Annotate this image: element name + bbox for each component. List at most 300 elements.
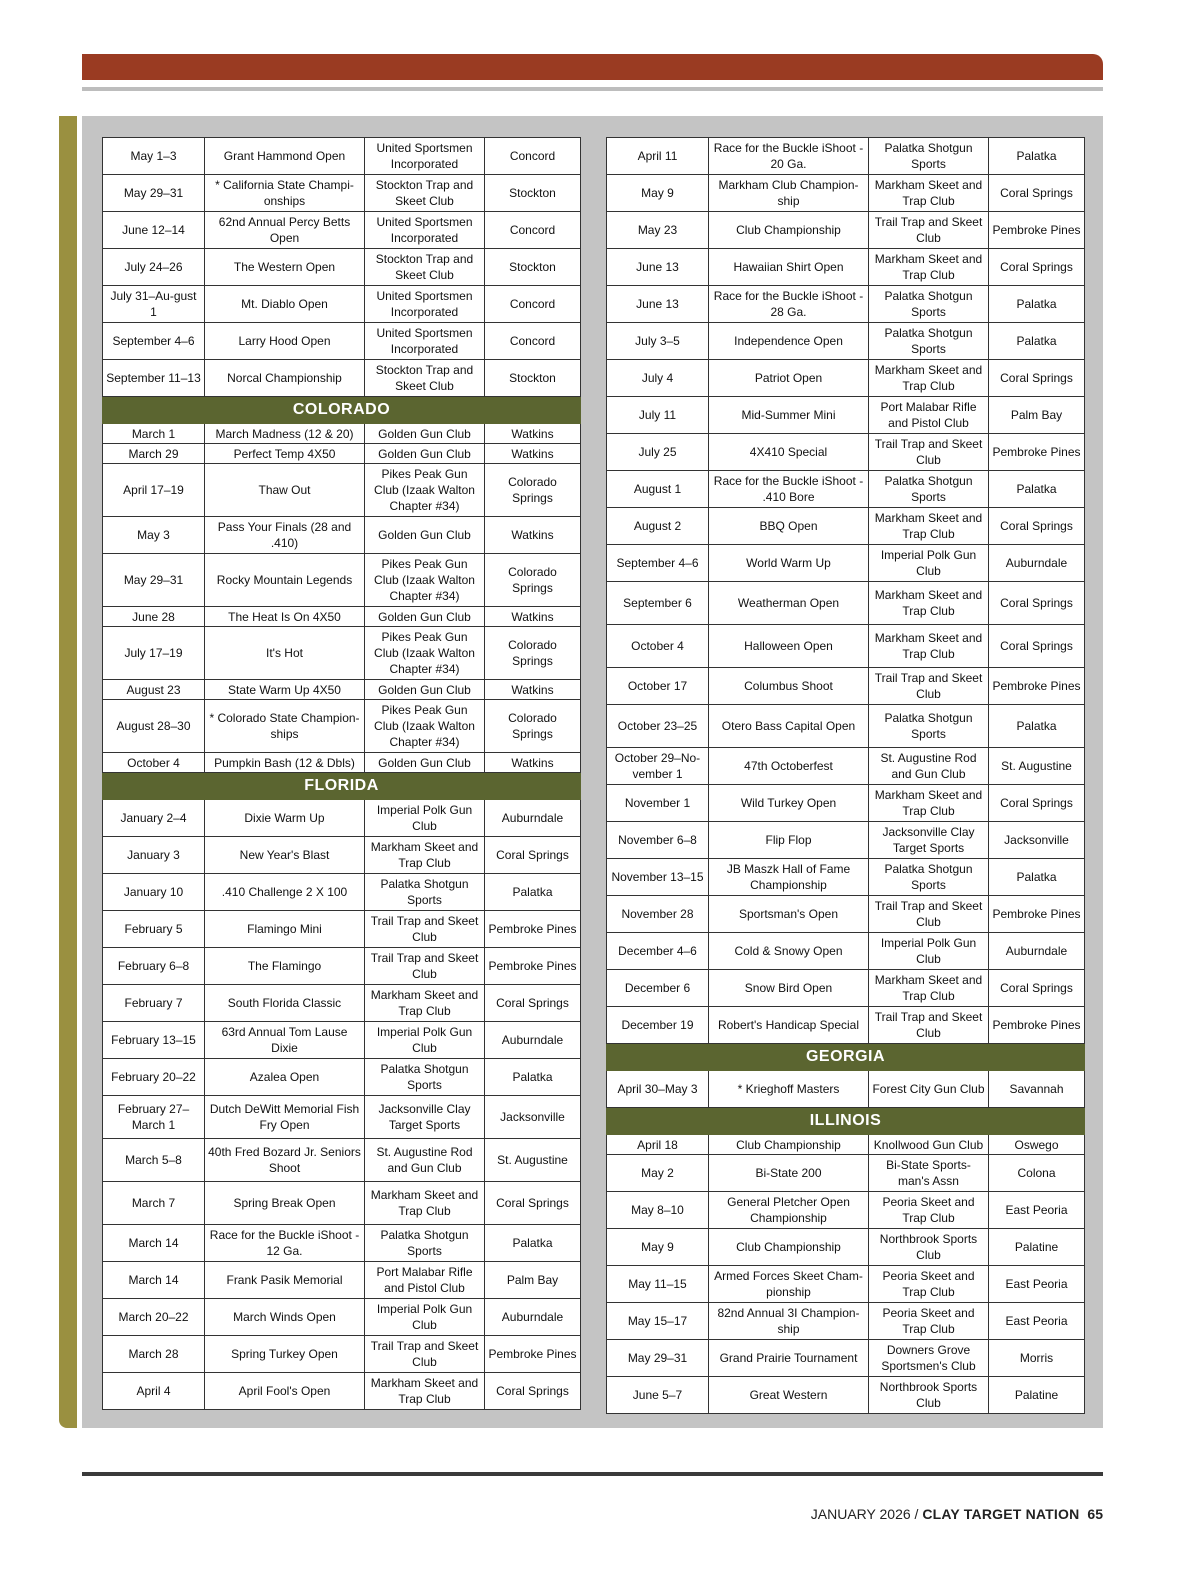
event-city: Palatka bbox=[989, 705, 1085, 748]
event-city: Pembroke Pines bbox=[989, 1007, 1085, 1044]
table-row bbox=[607, 249, 1085, 286]
event-city: Watkins bbox=[485, 753, 581, 773]
schedule-panel bbox=[82, 116, 1103, 1428]
event-club: Golden Gun Club bbox=[365, 607, 485, 627]
event-name: Columbus Shoot bbox=[709, 668, 869, 705]
table-row bbox=[607, 1229, 1085, 1266]
event-city: East Peoria bbox=[989, 1303, 1085, 1340]
table-row bbox=[103, 948, 581, 985]
event-club: Port Malabar Rifle and Pistol Club bbox=[365, 1262, 485, 1299]
event-club: Markham Skeet and Trap Club bbox=[869, 582, 989, 625]
event-name: Mt. Diablo Open bbox=[205, 286, 365, 323]
event-date: May 9 bbox=[607, 1229, 709, 1266]
event-date: July 11 bbox=[607, 397, 709, 434]
state-heading: ILLINOIS bbox=[607, 1108, 1085, 1135]
event-city: Palatka bbox=[485, 1225, 581, 1262]
event-date: March 5–8 bbox=[103, 1139, 205, 1182]
event-city: Palm Bay bbox=[485, 1262, 581, 1299]
event-club: Trail Trap and Skeet Club bbox=[365, 948, 485, 985]
event-name: Mid-Summer Mini bbox=[709, 397, 869, 434]
event-city: Palatka bbox=[485, 1059, 581, 1096]
event-date: April 4 bbox=[103, 1373, 205, 1410]
event-date: May 29–31 bbox=[103, 175, 205, 212]
footer-issue-date: JANUARY 2026 bbox=[810, 1506, 911, 1522]
event-city: Coral Springs bbox=[485, 985, 581, 1022]
event-city: Watkins bbox=[485, 444, 581, 464]
event-name: General Pletcher Open Championship bbox=[709, 1192, 869, 1229]
event-club: St. Augustine Rod and Gun Club bbox=[365, 1139, 485, 1182]
event-club: Trail Trap and Skeet Club bbox=[365, 911, 485, 948]
event-name: Race for the Buckle iShoot - 12 Ga. bbox=[205, 1225, 365, 1262]
event-date: March 20–22 bbox=[103, 1299, 205, 1336]
event-name: Rocky Mountain Legends bbox=[205, 554, 365, 607]
event-club: Palatka Shotgun Sports bbox=[365, 1059, 485, 1096]
event-city: Colorado Springs bbox=[485, 554, 581, 607]
event-name: World Warm Up bbox=[709, 545, 869, 582]
event-club: Pikes Peak Gun Club (Izaak Walton Chapter #34) bbox=[365, 554, 485, 607]
event-club: Peoria Skeet and Trap Club bbox=[869, 1266, 989, 1303]
event-date: July 4 bbox=[607, 360, 709, 397]
event-city: Auburndale bbox=[485, 1022, 581, 1059]
event-date: August 23 bbox=[103, 680, 205, 700]
table-row bbox=[103, 286, 581, 323]
event-date: June 13 bbox=[607, 249, 709, 286]
table-row bbox=[607, 668, 1085, 705]
event-city: Jacksonville bbox=[989, 822, 1085, 859]
table-row bbox=[607, 1192, 1085, 1229]
table-row bbox=[607, 1303, 1085, 1340]
event-name: Great Western bbox=[709, 1377, 869, 1414]
event-date: July 25 bbox=[607, 434, 709, 471]
table-row bbox=[103, 1262, 581, 1299]
event-club: Markham Skeet and Trap Club bbox=[869, 625, 989, 668]
event-city: Colona bbox=[989, 1155, 1085, 1192]
event-date: May 3 bbox=[103, 517, 205, 554]
event-date: February 5 bbox=[103, 911, 205, 948]
table-row bbox=[103, 1373, 581, 1410]
top-divider bbox=[82, 87, 1103, 91]
event-city: Pembroke Pines bbox=[485, 948, 581, 985]
event-name: Pass Your Finals (28 and .410) bbox=[205, 517, 365, 554]
table-row bbox=[103, 138, 581, 175]
event-date: March 29 bbox=[103, 444, 205, 464]
event-city: Watkins bbox=[485, 517, 581, 554]
event-city: Concord bbox=[485, 212, 581, 249]
event-club: Markham Skeet and Trap Club bbox=[869, 508, 989, 545]
table-row bbox=[607, 212, 1085, 249]
event-city: Auburndale bbox=[485, 1299, 581, 1336]
table-row bbox=[103, 1299, 581, 1336]
table-row bbox=[607, 175, 1085, 212]
event-city: Auburndale bbox=[485, 800, 581, 837]
event-date: July 3–5 bbox=[607, 323, 709, 360]
event-club: Imperial Polk Gun Club bbox=[365, 800, 485, 837]
table-row bbox=[103, 627, 581, 680]
event-date: July 31–Au-gust 1 bbox=[103, 286, 205, 323]
table-row bbox=[103, 911, 581, 948]
table-row bbox=[103, 607, 581, 627]
table-row bbox=[607, 545, 1085, 582]
event-city: Auburndale bbox=[989, 545, 1085, 582]
event-club: Knollwood Gun Club bbox=[869, 1135, 989, 1155]
event-name: Grant Hammond Open bbox=[205, 138, 365, 175]
event-date: December 6 bbox=[607, 970, 709, 1007]
event-club: Northbrook Sports Club bbox=[869, 1377, 989, 1414]
event-club: Imperial Polk Gun Club bbox=[365, 1299, 485, 1336]
state-header-row bbox=[103, 773, 581, 800]
event-name: Race for the Buckle iShoot - 20 Ga. bbox=[709, 138, 869, 175]
event-name: Otero Bass Capital Open bbox=[709, 705, 869, 748]
event-date: May 1–3 bbox=[103, 138, 205, 175]
event-name: Flamingo Mini bbox=[205, 911, 365, 948]
table-row bbox=[607, 970, 1085, 1007]
event-date: June 13 bbox=[607, 286, 709, 323]
event-name: Independence Open bbox=[709, 323, 869, 360]
event-city: Palm Bay bbox=[989, 397, 1085, 434]
event-name: Dutch DeWitt Memorial Fish Fry Open bbox=[205, 1096, 365, 1139]
event-club: Palatka Shotgun Sports bbox=[869, 859, 989, 896]
table-row bbox=[607, 822, 1085, 859]
event-name: The Heat Is On 4X50 bbox=[205, 607, 365, 627]
event-club: United Sportsmen Incorporated bbox=[365, 138, 485, 175]
event-date: July 24–26 bbox=[103, 249, 205, 286]
event-club: Palatka Shotgun Sports bbox=[869, 323, 989, 360]
event-city: Palatine bbox=[989, 1229, 1085, 1266]
event-club: United Sportsmen Incorporated bbox=[365, 323, 485, 360]
event-city: Palatka bbox=[989, 323, 1085, 360]
event-name: 82nd Annual 3I Champion-ship bbox=[709, 1303, 869, 1340]
table-row bbox=[103, 1022, 581, 1059]
event-name: Cold & Snowy Open bbox=[709, 933, 869, 970]
table-row bbox=[607, 360, 1085, 397]
event-club: Peoria Skeet and Trap Club bbox=[869, 1192, 989, 1229]
event-name: Club Championship bbox=[709, 1229, 869, 1266]
schedule-table-left bbox=[102, 137, 581, 1410]
event-name: Race for the Buckle iShoot - .410 Bore bbox=[709, 471, 869, 508]
event-date: February 6–8 bbox=[103, 948, 205, 985]
table-row bbox=[103, 753, 581, 773]
event-city: Stockton bbox=[485, 360, 581, 397]
event-club: Imperial Polk Gun Club bbox=[365, 1022, 485, 1059]
event-name: 63rd Annual Tom Lause Dixie bbox=[205, 1022, 365, 1059]
event-city: Coral Springs bbox=[989, 582, 1085, 625]
state-header-row bbox=[607, 1044, 1085, 1071]
table-row bbox=[103, 249, 581, 286]
event-name: Markham Club Champion-ship bbox=[709, 175, 869, 212]
event-name: March Winds Open bbox=[205, 1299, 365, 1336]
event-name: The Western Open bbox=[205, 249, 365, 286]
event-club: Palatka Shotgun Sports bbox=[869, 286, 989, 323]
event-date: October 4 bbox=[607, 625, 709, 668]
event-name: South Florida Classic bbox=[205, 985, 365, 1022]
table-row bbox=[607, 785, 1085, 822]
table-row bbox=[103, 837, 581, 874]
event-date: February 13–15 bbox=[103, 1022, 205, 1059]
table-row bbox=[103, 1096, 581, 1139]
event-name: * California State Champi-onships bbox=[205, 175, 365, 212]
event-date: January 2–4 bbox=[103, 800, 205, 837]
event-club: St. Augustine Rod and Gun Club bbox=[869, 748, 989, 785]
page-number: 65 bbox=[1087, 1506, 1103, 1522]
event-city: Auburndale bbox=[989, 933, 1085, 970]
table-row bbox=[103, 874, 581, 911]
event-club: Golden Gun Club bbox=[365, 753, 485, 773]
event-date: April 17–19 bbox=[103, 464, 205, 517]
event-date: March 7 bbox=[103, 1182, 205, 1225]
table-row bbox=[607, 1007, 1085, 1044]
table-row bbox=[103, 1139, 581, 1182]
event-date: February 27–March 1 bbox=[103, 1096, 205, 1139]
event-name: Larry Hood Open bbox=[205, 323, 365, 360]
event-name: Club Championship bbox=[709, 1135, 869, 1155]
event-name: Wild Turkey Open bbox=[709, 785, 869, 822]
event-name: 62nd Annual Percy Betts Open bbox=[205, 212, 365, 249]
event-club: Pikes Peak Gun Club (Izaak Walton Chapter #34) bbox=[365, 700, 485, 753]
event-club: Jacksonville Clay Target Sports bbox=[869, 822, 989, 859]
event-date: October 29–No-vember 1 bbox=[607, 748, 709, 785]
event-date: June 28 bbox=[103, 607, 205, 627]
event-date: November 1 bbox=[607, 785, 709, 822]
event-club: Stockton Trap and Skeet Club bbox=[365, 175, 485, 212]
event-name: New Year's Blast bbox=[205, 837, 365, 874]
event-name: It's Hot bbox=[205, 627, 365, 680]
footer-magazine-name: CLAY TARGET NATION bbox=[922, 1506, 1080, 1522]
event-city: Stockton bbox=[485, 175, 581, 212]
event-city: Coral Springs bbox=[989, 360, 1085, 397]
event-city: Coral Springs bbox=[989, 625, 1085, 668]
event-name: * Krieghoff Masters bbox=[709, 1071, 869, 1108]
event-city: Watkins bbox=[485, 424, 581, 444]
schedule-table-left-body bbox=[103, 138, 581, 1410]
event-name: JB Maszk Hall of Fame Championship bbox=[709, 859, 869, 896]
event-club: Port Malabar Rifle and Pistol Club bbox=[869, 397, 989, 434]
event-club: Palatka Shotgun Sports bbox=[869, 705, 989, 748]
event-club: Stockton Trap and Skeet Club bbox=[365, 360, 485, 397]
event-club: Palatka Shotgun Sports bbox=[869, 471, 989, 508]
event-date: April 11 bbox=[607, 138, 709, 175]
event-club: Pikes Peak Gun Club (Izaak Walton Chapter #34) bbox=[365, 627, 485, 680]
event-name: Bi-State 200 bbox=[709, 1155, 869, 1192]
event-city: Coral Springs bbox=[989, 970, 1085, 1007]
event-date: September 4–6 bbox=[607, 545, 709, 582]
event-city: Pembroke Pines bbox=[989, 212, 1085, 249]
event-name: Club Championship bbox=[709, 212, 869, 249]
event-date: May 23 bbox=[607, 212, 709, 249]
event-club: Markham Skeet and Trap Club bbox=[365, 1373, 485, 1410]
event-date: September 4–6 bbox=[103, 323, 205, 360]
event-city: Savannah bbox=[989, 1071, 1085, 1108]
event-city: Palatka bbox=[989, 471, 1085, 508]
event-city: Watkins bbox=[485, 680, 581, 700]
table-row bbox=[103, 517, 581, 554]
event-city: Coral Springs bbox=[989, 249, 1085, 286]
event-date: May 9 bbox=[607, 175, 709, 212]
table-row bbox=[607, 896, 1085, 933]
event-club: Markham Skeet and Trap Club bbox=[365, 1182, 485, 1225]
event-name: March Madness (12 & 20) bbox=[205, 424, 365, 444]
event-date: August 2 bbox=[607, 508, 709, 545]
event-club: Markham Skeet and Trap Club bbox=[365, 985, 485, 1022]
event-date: October 23–25 bbox=[607, 705, 709, 748]
event-date: August 28–30 bbox=[103, 700, 205, 753]
event-name: Dixie Warm Up bbox=[205, 800, 365, 837]
table-row bbox=[607, 397, 1085, 434]
event-name: Sportsman's Open bbox=[709, 896, 869, 933]
event-club: Markham Skeet and Trap Club bbox=[869, 175, 989, 212]
event-date: June 12–14 bbox=[103, 212, 205, 249]
event-date: April 30–May 3 bbox=[607, 1071, 709, 1108]
table-row bbox=[103, 1225, 581, 1262]
event-date: September 6 bbox=[607, 582, 709, 625]
event-city: Coral Springs bbox=[485, 837, 581, 874]
state-header-row bbox=[607, 1108, 1085, 1135]
event-city: Coral Springs bbox=[989, 175, 1085, 212]
event-name: Weatherman Open bbox=[709, 582, 869, 625]
event-city: Palatka bbox=[989, 859, 1085, 896]
event-city: Colorado Springs bbox=[485, 700, 581, 753]
event-date: April 18 bbox=[607, 1135, 709, 1155]
bottom-divider bbox=[82, 1472, 1103, 1476]
event-date: March 1 bbox=[103, 424, 205, 444]
event-name: Robert's Handicap Special bbox=[709, 1007, 869, 1044]
event-club: Golden Gun Club bbox=[365, 517, 485, 554]
event-city: St. Augustine bbox=[485, 1139, 581, 1182]
event-club: Palatka Shotgun Sports bbox=[869, 138, 989, 175]
table-row bbox=[103, 175, 581, 212]
event-name: Hawaiian Shirt Open bbox=[709, 249, 869, 286]
event-club: Trail Trap and Skeet Club bbox=[869, 212, 989, 249]
event-city: Concord bbox=[485, 286, 581, 323]
event-club: Markham Skeet and Trap Club bbox=[869, 785, 989, 822]
footer-separator: / bbox=[910, 1506, 923, 1522]
table-row bbox=[103, 464, 581, 517]
event-date: January 3 bbox=[103, 837, 205, 874]
event-club: United Sportsmen Incorporated bbox=[365, 212, 485, 249]
table-row bbox=[607, 471, 1085, 508]
event-name: Azalea Open bbox=[205, 1059, 365, 1096]
table-row bbox=[103, 424, 581, 444]
table-row bbox=[607, 582, 1085, 625]
event-city: Palatine bbox=[989, 1377, 1085, 1414]
event-club: Forest City Gun Club bbox=[869, 1071, 989, 1108]
event-city: East Peoria bbox=[989, 1192, 1085, 1229]
event-name: 47th Octoberfest bbox=[709, 748, 869, 785]
table-row bbox=[103, 985, 581, 1022]
table-row bbox=[103, 1059, 581, 1096]
event-name: BBQ Open bbox=[709, 508, 869, 545]
event-club: Downers Grove Sportsmen's Club bbox=[869, 1340, 989, 1377]
event-date: March 14 bbox=[103, 1225, 205, 1262]
event-name: Spring Break Open bbox=[205, 1182, 365, 1225]
event-city: Colorado Springs bbox=[485, 464, 581, 517]
event-date: October 17 bbox=[607, 668, 709, 705]
event-city: Palatka bbox=[989, 138, 1085, 175]
table-row bbox=[607, 933, 1085, 970]
event-date: May 2 bbox=[607, 1155, 709, 1192]
table-row bbox=[103, 1336, 581, 1373]
event-city: Oswego bbox=[989, 1135, 1085, 1155]
table-row bbox=[607, 323, 1085, 360]
event-date: June 5–7 bbox=[607, 1377, 709, 1414]
event-name: Spring Turkey Open bbox=[205, 1336, 365, 1373]
table-row bbox=[103, 1182, 581, 1225]
event-date: July 17–19 bbox=[103, 627, 205, 680]
event-city: Pembroke Pines bbox=[989, 434, 1085, 471]
table-row bbox=[607, 508, 1085, 545]
event-date: February 7 bbox=[103, 985, 205, 1022]
event-city: Colorado Springs bbox=[485, 627, 581, 680]
event-city: Pembroke Pines bbox=[989, 668, 1085, 705]
table-row bbox=[607, 625, 1085, 668]
event-city: Concord bbox=[485, 323, 581, 360]
event-name: .410 Challenge 2 X 100 bbox=[205, 874, 365, 911]
event-city: East Peoria bbox=[989, 1266, 1085, 1303]
event-name: Pumpkin Bash (12 & Dbls) bbox=[205, 753, 365, 773]
event-club: Markham Skeet and Trap Club bbox=[869, 970, 989, 1007]
event-city: Coral Springs bbox=[989, 508, 1085, 545]
event-name: April Fool's Open bbox=[205, 1373, 365, 1410]
event-club: Markham Skeet and Trap Club bbox=[869, 360, 989, 397]
event-name: * Colorado State Champion-ships bbox=[205, 700, 365, 753]
table-row bbox=[103, 444, 581, 464]
event-name: The Flamingo bbox=[205, 948, 365, 985]
event-club: Palatka Shotgun Sports bbox=[365, 1225, 485, 1262]
event-date: May 15–17 bbox=[607, 1303, 709, 1340]
event-city: Morris bbox=[989, 1340, 1085, 1377]
event-name: Grand Prairie Tournament bbox=[709, 1340, 869, 1377]
state-heading: COLORADO bbox=[103, 397, 581, 424]
event-name: Race for the Buckle iShoot - 28 Ga. bbox=[709, 286, 869, 323]
table-row bbox=[103, 360, 581, 397]
event-club: Bi-State Sports-man's Assn bbox=[869, 1155, 989, 1192]
event-name: Flip Flop bbox=[709, 822, 869, 859]
event-city: Concord bbox=[485, 138, 581, 175]
event-club: Jacksonville Clay Target Sports bbox=[365, 1096, 485, 1139]
event-name: Frank Pasik Memorial bbox=[205, 1262, 365, 1299]
event-club: Pikes Peak Gun Club (Izaak Walton Chapter #34) bbox=[365, 464, 485, 517]
event-date: December 4–6 bbox=[607, 933, 709, 970]
event-city: Pembroke Pines bbox=[989, 896, 1085, 933]
table-row bbox=[607, 138, 1085, 175]
event-name: State Warm Up 4X50 bbox=[205, 680, 365, 700]
event-date: October 4 bbox=[103, 753, 205, 773]
table-row bbox=[607, 1377, 1085, 1414]
table-row bbox=[607, 1340, 1085, 1377]
event-name: Snow Bird Open bbox=[709, 970, 869, 1007]
event-date: September 11–13 bbox=[103, 360, 205, 397]
table-row bbox=[607, 1135, 1085, 1155]
event-date: November 13–15 bbox=[607, 859, 709, 896]
event-city: Palatka bbox=[989, 286, 1085, 323]
event-city: Coral Springs bbox=[485, 1182, 581, 1225]
event-name: 40th Fred Bozard Jr. Seniors Shoot bbox=[205, 1139, 365, 1182]
event-club: Stockton Trap and Skeet Club bbox=[365, 249, 485, 286]
event-club: Markham Skeet and Trap Club bbox=[365, 837, 485, 874]
event-city: Watkins bbox=[485, 607, 581, 627]
state-heading: FLORIDA bbox=[103, 773, 581, 800]
event-club: Northbrook Sports Club bbox=[869, 1229, 989, 1266]
event-name: Norcal Championship bbox=[205, 360, 365, 397]
event-date: May 8–10 bbox=[607, 1192, 709, 1229]
state-heading: GEORGIA bbox=[607, 1044, 1085, 1071]
event-club: United Sportsmen Incorporated bbox=[365, 286, 485, 323]
event-club: Trail Trap and Skeet Club bbox=[869, 434, 989, 471]
event-name: Patriot Open bbox=[709, 360, 869, 397]
event-date: May 29–31 bbox=[103, 554, 205, 607]
event-club: Trail Trap and Skeet Club bbox=[869, 1007, 989, 1044]
page-footer bbox=[811, 1506, 1103, 1522]
state-header-row bbox=[103, 397, 581, 424]
